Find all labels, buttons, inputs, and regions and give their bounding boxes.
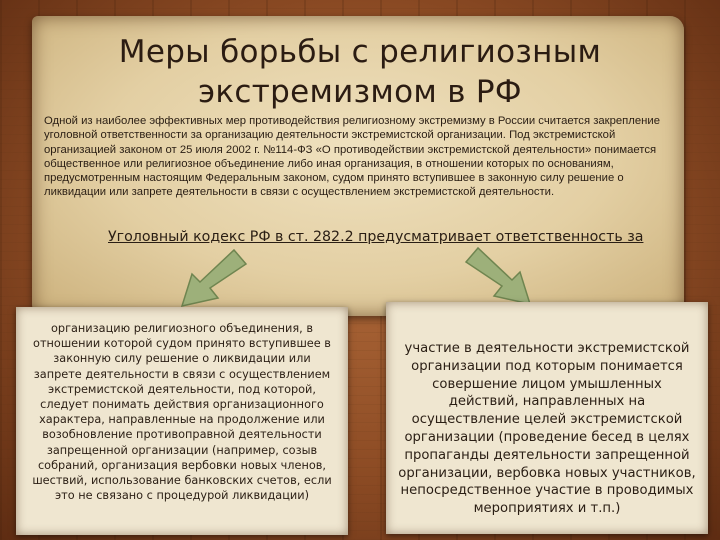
right-box-text: участие в деятельности экстремистской организации под которым понимается совершение лицом умышленных действий, направленных на осуществление целей экстремистской организации (проведение бесед в целях пропаганды деятельности запрещенной организации, вербовка новых участников, непосредственное участие в проводимых мероприятиях и т.п.) <box>398 341 696 517</box>
right-arrow-shape <box>466 248 530 304</box>
right-info-box <box>386 302 708 534</box>
left-info-box <box>16 307 348 535</box>
criminal-code-text: Уголовный кодекс РФ в ст. 282.2 предусматривает ответственность за <box>108 229 644 245</box>
left-arrow-shape <box>182 250 246 306</box>
intro-paragraph: Одной из наиболее эффективных мер противодействия религиозному экстремизму в России считается закрепление уголовной ответственности за организацию деятельности экстремистской организации. Под экстремистской организацией законом от 25 июля 2002 г. №114-ФЗ «О противодействии экстремистской деятельности» понимается общественное или религиозное объединение либо иная организация, в отношении которых по основаниям, предусмотренным настоящим Федеральным законом, судом принято вступившее в законную силу решение о ликвидации или запрете деятельности в связи с осуществлением экстремистской деятельности. <box>44 115 661 199</box>
slide-title: Меры борьбы с религиозным экстремизмом в РФ <box>118 34 602 110</box>
left-arrow-icon <box>176 248 248 310</box>
right-arrow-icon <box>464 246 536 308</box>
left-box-text: организацию религиозного объединения, в отношении которой судом принято вступившее в законную силу решение о ликвидации или запрете деятельности в связи с осуществлением экстремистской деятельности, под которой, следует понимать действия организационного характера, направленные на продолжение или возобновление противоправной деятельности запрещенной организации (например, созыв собраний, организация вербовки новых членов, шествий, использование банковских счетов, если это не связано с процедурой ликвидации) <box>32 322 332 503</box>
